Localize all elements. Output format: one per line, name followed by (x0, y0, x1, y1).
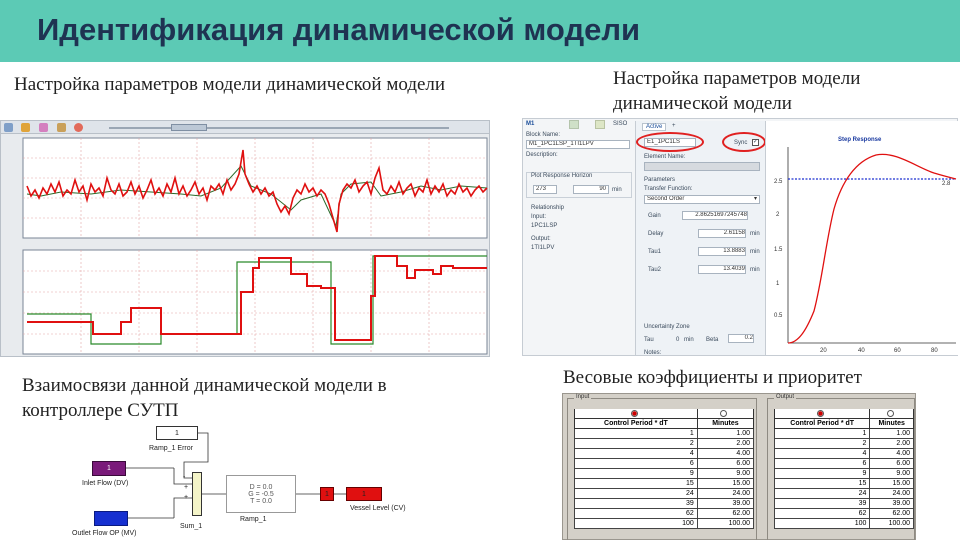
param-name-tau2: Tau2 (648, 267, 662, 273)
caption-top-left: Настройка параметров модели динамической модели (14, 74, 446, 95)
step-response-title: Step Response (838, 137, 882, 143)
controller-diagram (60, 420, 460, 540)
element-column (635, 121, 765, 355)
step-xtick-3: 80 (931, 348, 938, 354)
minutes-cell[interactable]: 15.00 (697, 479, 753, 489)
period-cell[interactable]: 1 (775, 429, 870, 439)
table-row[interactable] (575, 469, 754, 479)
param-field-tau1[interactable]: 13.8883 (698, 247, 746, 256)
input-value: 1PC1LSP (531, 223, 558, 229)
param-name-gain: Gain (648, 213, 661, 219)
caption-bottom-left: Взаимосвязи данной динамической модели в контроллере СУТП (22, 375, 387, 421)
table-row[interactable] (575, 509, 754, 519)
block-name-field[interactable]: M1_1PC1LSP_1TI1LPV (526, 140, 630, 149)
param-unit-tau2: min (750, 267, 760, 273)
eraser-icon[interactable] (39, 123, 48, 132)
weights-group-output (767, 394, 915, 540)
step-ytick-0: 0.5 (774, 313, 783, 319)
plot-horizon-field[interactable]: 90 (573, 185, 609, 194)
sum-minus: - (183, 474, 186, 481)
table-row[interactable] (775, 519, 914, 529)
period-cell[interactable]: 100 (775, 519, 870, 529)
element-highlight-circle (636, 132, 704, 152)
sync-label: Sync (734, 140, 748, 146)
chevron-down-icon: ▾ (753, 196, 757, 202)
minutes-cell[interactable]: 24.00 (870, 489, 914, 499)
tau-unit: min (684, 337, 694, 343)
model-settings-panel (522, 118, 958, 356)
inlet-block-value: 1 (107, 465, 111, 472)
step-end-label: 2.8 (942, 181, 951, 187)
period-cell[interactable]: 24 (775, 489, 870, 499)
table-row[interactable] (775, 469, 914, 479)
caption-bottom-right: Весовые коэффициенты и приоритет (563, 367, 862, 388)
radio-icon[interactable] (720, 410, 727, 417)
period-cell[interactable]: 24 (575, 489, 698, 499)
element-name-label: Element Name: (644, 154, 686, 160)
minutes-cell[interactable]: 9.00 (697, 469, 753, 479)
minutes-cell[interactable]: 39.00 (870, 499, 914, 509)
period-cell[interactable]: 39 (575, 499, 698, 509)
table-row[interactable] (775, 479, 914, 489)
ramp-block-value: 1 (175, 429, 179, 437)
period-cell[interactable]: 62 (775, 509, 870, 519)
col-header-period: Control Period * dT (575, 419, 698, 429)
table-row[interactable] (775, 459, 914, 469)
ramp-block[interactable] (156, 426, 198, 440)
plot-horizon-label: Plot Response Horizon (531, 173, 593, 179)
minutes-cell[interactable]: 6.00 (870, 459, 914, 469)
outlet-flow-block[interactable] (94, 511, 128, 526)
param-unit-tau1: min (750, 249, 760, 255)
step-ytick-4: 2.5 (774, 179, 783, 185)
table-row[interactable] (775, 499, 914, 509)
weights-table-output (774, 409, 914, 529)
small-block-value: 1 (325, 490, 329, 498)
minutes-cell[interactable]: 2.00 (870, 439, 914, 449)
table-row[interactable] (575, 499, 754, 509)
record-icon[interactable] (74, 123, 83, 132)
transfer-param-g: G = -0.5 (248, 490, 274, 498)
inlet-flow-label: Inlet Flow (DV) (82, 480, 129, 487)
period-cell[interactable]: 2 (575, 439, 698, 449)
relationship-label: Relationship (531, 205, 565, 211)
trend-panel (0, 120, 490, 357)
notes-label: Notes: (644, 350, 662, 356)
radio-selected-icon[interactable] (817, 410, 824, 417)
trend-toolbar (1, 121, 489, 134)
pencil-icon[interactable] (21, 123, 30, 132)
transfer-param-d: D = 0.0 (249, 483, 273, 491)
step-ytick-3: 2 (776, 212, 780, 218)
sync-checkbox[interactable]: ✓ (753, 139, 759, 145)
minutes-cell[interactable]: 9.00 (870, 469, 914, 479)
sum-plus-1: + (184, 484, 189, 491)
scrollbar-thumb[interactable] (171, 124, 207, 131)
minutes-cell[interactable]: 15.00 (870, 479, 914, 489)
beta-field[interactable]: 0.2 (728, 334, 754, 343)
period-cell[interactable]: 2 (775, 439, 870, 449)
step-response-svg (766, 121, 959, 355)
minutes-cell[interactable]: 6.00 (697, 459, 753, 469)
param-unit-delay: min (750, 231, 760, 237)
weights-table-input (574, 409, 754, 529)
col-header-period: Control Period * dT (775, 419, 870, 429)
output-label: Output: (531, 236, 551, 242)
minutes-cell[interactable]: 62.00 (870, 509, 914, 519)
minutes-cell[interactable]: 2.00 (697, 439, 753, 449)
minutes-cell[interactable]: 1.00 (870, 429, 914, 439)
weights-group-input (567, 394, 757, 540)
weights-panel (562, 393, 916, 540)
transfer-function-value: Second Order (647, 196, 685, 202)
grid-view-icon[interactable] (569, 120, 579, 129)
minutes-cell[interactable]: 62.00 (697, 509, 753, 519)
table-row[interactable] (575, 429, 754, 439)
sum-block[interactable] (192, 472, 202, 516)
period-cell[interactable]: 6 (575, 459, 698, 469)
beta-label: Beta (706, 337, 719, 343)
step-xtick-1: 40 (858, 348, 865, 354)
transfer-function-label: Transfer Function: (644, 186, 693, 192)
inlet-flow-block[interactable] (92, 461, 126, 476)
minutes-cell[interactable]: 1.00 (697, 429, 753, 439)
minutes-cell[interactable]: 100.00 (697, 519, 753, 529)
param-field-tau2[interactable]: 13.4039 (698, 265, 746, 274)
radio-col2[interactable] (870, 409, 914, 419)
minutes-cell[interactable]: 100.00 (870, 519, 914, 529)
small-red-block[interactable] (320, 487, 334, 501)
brush-icon[interactable] (57, 123, 66, 132)
output-value: 1TI1LPV (531, 245, 555, 251)
period-cell[interactable]: 62 (575, 509, 698, 519)
sync-highlight-circle (722, 132, 766, 152)
uncertainty-label: Uncertainty Zone (644, 324, 690, 330)
vessel-level-block[interactable] (346, 487, 382, 501)
input-label: Input: (531, 214, 547, 220)
weights-rows-input (575, 429, 754, 529)
period-cell[interactable]: 15 (775, 479, 870, 489)
trend-charts (1, 134, 491, 358)
period-cell[interactable]: 39 (775, 499, 870, 509)
pan-icon[interactable] (4, 123, 13, 132)
transfer-block-label: Ramp_1 (240, 516, 267, 523)
period-cell[interactable]: 1 (575, 429, 698, 439)
slide-title: Идентификация динамической модели (37, 12, 641, 47)
block-name-label: Block Name: (526, 132, 561, 138)
param-name-tau1: Tau1 (648, 249, 662, 255)
step-response-curve (788, 154, 956, 343)
level-block-value: 1 (362, 490, 366, 498)
period-cell[interactable]: 9 (775, 469, 870, 479)
radio-icon[interactable] (887, 410, 894, 417)
period-cell[interactable]: 4 (575, 449, 698, 459)
transfer-block[interactable] (226, 475, 296, 513)
tab-active[interactable]: Active (642, 123, 666, 131)
description-label: Description: (526, 152, 558, 158)
table-row[interactable] (775, 449, 914, 459)
minutes-cell[interactable]: 4.00 (697, 449, 753, 459)
period-cell[interactable]: 15 (575, 479, 698, 489)
table-row[interactable] (775, 429, 914, 439)
element-field[interactable]: E1_1PC1LS (644, 138, 696, 147)
minutes-cell[interactable]: 24.00 (697, 489, 753, 499)
col-header-minutes: Minutes (697, 419, 753, 429)
transfer-param-t: T = 0.0 (250, 497, 272, 505)
tau-label: Tau (644, 337, 654, 343)
step-xtick-0: 20 (820, 348, 827, 354)
vessel-level-label: Vessel Level (CV) (350, 505, 406, 512)
table-row[interactable] (575, 519, 754, 529)
weights-group-input-label: Input (576, 394, 590, 400)
plot-horizon-left[interactable]: 273 (533, 185, 557, 194)
ramp-label: Ramp_1 Error (149, 445, 193, 452)
step-ytick-1: 1 (776, 281, 780, 287)
outlet-flow-label: Outlet Flow OP (MV) (72, 530, 137, 537)
col-header-minutes: Minutes (870, 419, 914, 429)
minutes-cell[interactable]: 4.00 (870, 449, 914, 459)
period-cell[interactable]: 100 (575, 519, 698, 529)
table-row[interactable] (575, 449, 754, 459)
table-row[interactable] (775, 439, 914, 449)
param-field-delay[interactable]: 2.61158 (698, 229, 746, 238)
param-name-delay: Delay (648, 231, 664, 237)
tab-add[interactable]: + (672, 123, 676, 129)
param-field-gain[interactable]: 2.86251697245748 (682, 211, 748, 220)
table-row[interactable] (775, 489, 914, 499)
table-row[interactable] (575, 489, 754, 499)
sum-label: Sum_1 (180, 523, 203, 530)
caption-top-right: Настройка параметров модели динамической модели (613, 68, 861, 114)
table-row[interactable] (575, 479, 754, 489)
tau-value[interactable]: 0 (676, 337, 680, 343)
radio-col1[interactable] (575, 409, 698, 419)
table-row[interactable] (775, 509, 914, 519)
step-xtick-2: 60 (894, 348, 901, 354)
model-header-tab[interactable]: M1 (526, 121, 535, 127)
parameters-label: Parameters (644, 177, 676, 183)
radio-selected-icon[interactable] (631, 410, 638, 417)
time-scrollbar[interactable] (109, 127, 449, 129)
plot-horizon-unit: min (612, 187, 622, 193)
layout-icon[interactable] (595, 120, 605, 129)
table-row[interactable] (575, 439, 754, 449)
period-cell[interactable]: 4 (775, 449, 870, 459)
title-bar (0, 0, 960, 62)
table-row[interactable] (575, 459, 754, 469)
period-cell[interactable]: 9 (575, 469, 698, 479)
step-ytick-2: 1.5 (774, 247, 783, 253)
siso-label: SISO (613, 121, 628, 127)
sum-plus-2: + (184, 494, 189, 501)
radio-col2[interactable] (697, 409, 753, 419)
element-name-field[interactable] (644, 162, 760, 171)
weights-group-output-label: Output (776, 394, 795, 400)
step-response-plot (765, 121, 958, 355)
period-cell[interactable]: 6 (775, 459, 870, 469)
radio-col1[interactable] (775, 409, 870, 419)
weights-rows-output (775, 429, 914, 529)
minutes-cell[interactable]: 39.00 (697, 499, 753, 509)
transfer-function-select[interactable] (644, 195, 760, 204)
